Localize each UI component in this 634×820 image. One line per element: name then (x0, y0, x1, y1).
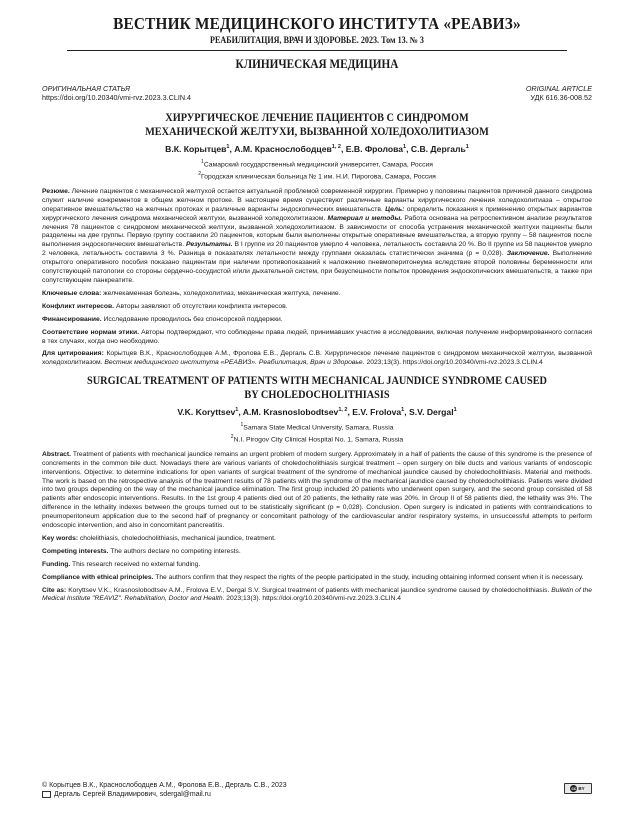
udk-code: УДК 616.36-008.52 (530, 93, 592, 103)
authors-en: V.K. Koryttsev$^1$, A.M. Krasnoslobodtsev$^{1, 2}$, E.V. Frolova$^1$, S.V. Dergal$^1$ (177, 407, 457, 418)
citation-ru: Для цитирования: Корытцев В.К., Краснослободцев А.М., Фролова Е.В., Дергаль С.В. Хирургическое лечение пациентов с синдромом механической желтухи, вызванной холедохолитиазом. Вестник медицинского института «РЕАВИЗ». Реабилитация, Врач и Здоровье. 2023;13(3). https://doi.org/10.20340/vmi-rvz.2023.3.CLIN.4 (42, 350, 592, 367)
section-title: КЛИНИЧЕСКАЯ МЕДИЦИНА (235, 57, 399, 71)
ethics-ru: Соответствие нормам этики. Авторы подтверждают, что соблюдены права людей, принимавших участие в исследовании, включая получение информированного согласия в тех случаях, когда оно необходимо. (42, 328, 592, 345)
keywords-en: Key words: cholelithiasis, choledocholithiasis, mechanical jaundice, treatment. (42, 534, 276, 542)
citation-en: Cite as: Koryttsev V.K., Krasnoslobodtsev A.M., Frolova E.V., Dergal S.V. Surgical treatment of patients with mechanical jaundice syndrome caused by choledocholithiasis. Bulletin of the Medical Institute "REAVIZ". Rehabilitation, Doctor and Health. 2023;13(3). https://doi.org/10.20340/vmi-rvz.2023.3.CLIN.4 (42, 586, 592, 603)
contact: Дергаль Сергей Владимирович, sdergal@mail.ru (42, 790, 592, 799)
header-divider (67, 50, 567, 51)
article-body (42, 84, 592, 604)
abstract-ru: Резюме. Лечение пациентов с механической желтухой остается актуальной проблемой современной хирургии. Примерно у половины пациентов причиной данного синдрома служит наличие конкрементов в общем желчном протоке. В настоящее время существуют различные варианты хирургического лечения холедохолитиаза – открытое оперативное вмешательство на желчных протоках и различные варианты эндоскопических вмешательств. Цель: определить показания к применению открытых вариантов хирургического лечения синдрома механической желтухи, вызванной холедохолитиазом. Материал и методы. Работа основана на ретроспективном анализе результатов лечения 78 пациентов с синдромом механической желтухи, вызванной холедохолитиазом. В зависимости от способа устранения механической желтухи пациенты были разделены на две группы. Первую группу составили 20 пациентов, которым были выполнены открытые оперативные вмешательства, а вторую группу – 58 пациентов после выполнения эндоскопических вмешательств. Результаты. В I группе из 20 пациентов умерло 4 человека, летальность составила 20 %. Во II группе из 58 пациентов умерло 2 человека, летальность составила 3 %. Разница в показателях летальности между группами оказалась статистически значима (p = 0,028). Заключение. Выполнение открытого оперативного пособия показано пациентам при наличии противопоказаний к наложению пневмоперитонеума вследствие второй половины беременности или сопутствующей патологии со стороны сердечно-сосудистой и/или дыхательной систем, при безуспешности попыток проведения эндоскопических вмешательств, а также при сопутствующем панкреатите. (42, 187, 592, 284)
article-type-en: ORIGINAL ARTICLE (525, 84, 592, 93)
article-type-ru: ОРИГИНАЛЬНАЯ СТАТЬЯ (42, 84, 130, 93)
competing-en: Competing interests. The authors declare no competing interests. (42, 547, 241, 555)
abstract-en: Abstract. Treatment of patients with mechanical jaundice remains an urgent problem of modern surgery. Approximately in a half of patients the cause of this syndrome is the presence of concrements in the common bile duct. Nowadays there are various variants of choledocholithiasis surgical treatment – open surgery on bile ducts and various variants of endoscopic interventions. Objective: to determine indications for open variants of surgical treatment of the syndrome of mechanical jaundice caused by choledocholithiasis. Material and methods. The work is based on the retrospective analysis of the treatment results of 78 patients with the syndrome of the mechanical jaundice caused by choledocholithiasis. Patients were divided into two groups depending on the way of the mechanical jaundice elimination. The first group included 20 patients who underwent open surgery, and the second group consisted of 58 patients after endoscopic interventions. Results. In the 1st group 4 patients died out of 20 patients, the lethality rate was 20%. In Group II of 58 patients died, the lethality was 3%. The difference in the lethality indexes between the groups turned out to be statistically significant (p = 0,028). Conclusion. Open surgery is indicated in patients with contraindications to pneumoperitoneum application due to the second half of pregnancy or concomitant pathology of the cardiovascular and/or respiratory systems, in unsuccessful attempts to perform endoscopic intervention, and also in concomitant pancreatitis. (42, 450, 592, 530)
conflict-ru: Конфликт интересов. Авторы заявляют об отсутствии конфликта интересов. (42, 302, 288, 310)
keywords-ru: Ключевые слова: желчекаменная болезнь, холедохолитиаз, механическая желтуха, лечение. (42, 289, 341, 297)
funding-en: Funding. This research received no external funding. (42, 560, 201, 568)
journal-header (0, 0, 634, 72)
affiliations-en: $^1$Samara State Medical University, Samara, Russia $^2$N.I. Pirogov City Clinical Hospital No. 1, Samara, Russia (230, 422, 404, 443)
article-meta (42, 84, 592, 102)
title-ru: ХИРУРГИЧЕСКОЕ ЛЕЧЕНИЕ ПАЦИЕНТОВ С СИНДРОМОМ МЕХАНИЧЕСКОЙ ЖЕЛТУХИ, ВЫЗВАННОЙ ХОЛЕДОХОЛИТИАЗОМ (145, 112, 489, 139)
funding-ru: Финансирование. Исследование проводилось без спонсорской поддержки. (42, 315, 283, 323)
cc-by-license-icon[interactable]: cc BY (564, 783, 592, 794)
ethics-en: Compliance with ethical principles. The authors confirm that they respect the rights of the people participated in the study, including obtaining informed consent when it is necessary. (42, 573, 584, 581)
mail-icon (42, 791, 51, 798)
title-en: SURGICAL TREATMENT OF PATIENTS WITH MECHANICAL JAUNDICE SYNDROME CAUSED BY CHOLEDOCHOLITHIASIS (87, 375, 547, 402)
page-footer (42, 781, 592, 799)
doi-link[interactable]: https://doi.org/10.20340/vmi-rvz.2023.3.CLIN.4 (42, 93, 192, 103)
journal-title: ВЕСТНИК МЕДИЦИНСКОГО ИНСТИТУТА «РЕАВИЗ» (113, 14, 521, 33)
journal-issue: РЕАБИЛИТАЦИЯ, ВРАЧ И ЗДОРОВЬЕ. 2023. Том 13. № 3 (210, 35, 424, 45)
copyright: © Корытцев В.К., Краснослободцев А.М., Фролова Е.В., Дергаль С.В., 2023 (42, 782, 287, 789)
affiliations-ru: $^1$Самарский государственный медицинский университет, Самара, Россия $^2$Городская клиническая больница № 1 им. Н.И. Пирогова, Самара, Россия (198, 159, 436, 180)
authors-ru: В.К. Корытцев$^1$, А.М. Краснослободцев$^{1, 2}$, Е.В. Фролова$^1$, С.В. Дергаль$^1$ (165, 144, 469, 155)
